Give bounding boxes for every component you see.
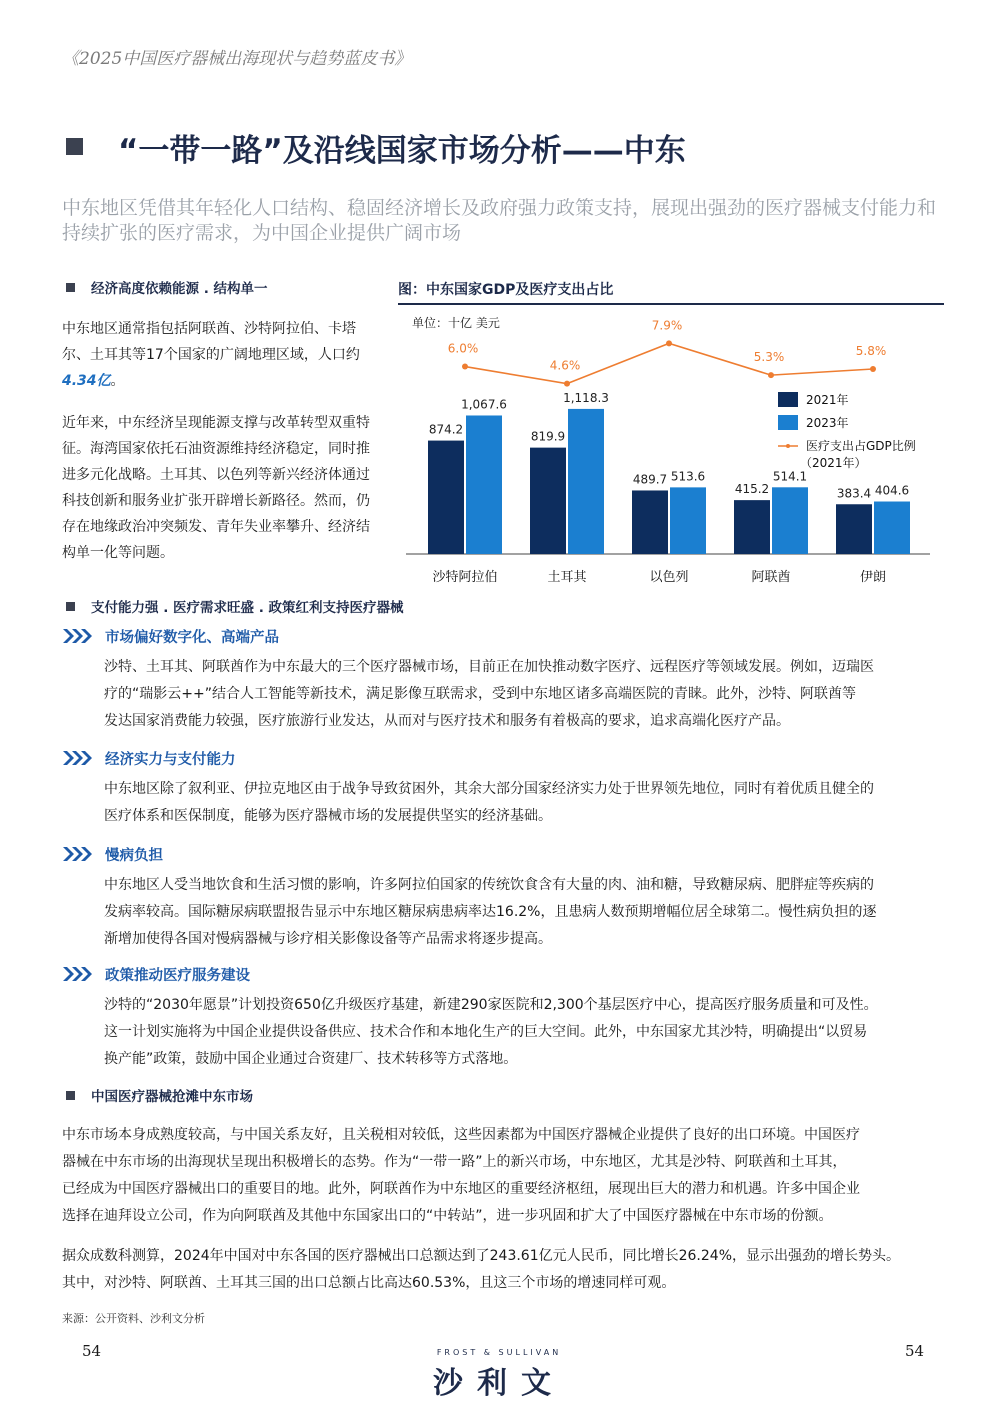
section1-paragraph2: 近年来，中东经济呈现能源支撑与改革转型双重特征。海湾国家依托石油资源维持经济稳定，同时推进多元化战略。土耳其、以色列等新兴经济体通过科技创新和服务业扩张开辟增长新路径。然而，仍存在地缘政治冲突频发、青年失业率攀升、经济结构单一化等问题。 — [62, 415, 370, 561]
subsection-text-line: 换产能”政策，鼓励中国企业通过合资建厂、技术转移等方式落地。 — [104, 1051, 518, 1067]
section3-p2-line: 据众成数科测算，2024年中国对中东各国的医疗器械出口总额达到了243.61亿元人民币，同比增长26.24%，显示出强劲的增长势头。 — [62, 1248, 900, 1264]
legend-label-2023: 2023年 — [806, 416, 849, 430]
triple-chevron-icon — [62, 846, 92, 866]
lead-paragraph: 中东地区凭借其年轻化人口结构、稳固经济增长及政府强力政策支持，展现出强劲的医疗器械支付能力和持续扩张的医疗需求，为中国企业提供广阔市场 — [62, 197, 937, 244]
line-point — [666, 340, 672, 346]
section3-heading — [66, 1085, 253, 1105]
subsection-text-line: 沙特、土耳其、阿联酋作为中东最大的三个医疗器械市场，目前正在加快推动数字医疗、远程医疗等领域发展。例如，迈瑞医 — [104, 659, 874, 675]
subsection-text-line: 中东地区人受当地饮食和生活习惯的影响，许多阿拉伯国家的传统饮食含有大量的肉、油和糖，导致糖尿病、肥胖症等疾病的 — [104, 877, 874, 893]
page-title: “一带一路”及沿线国家市场分析——中东 — [118, 133, 686, 169]
category-tick-label: 沙特阿拉伯 — [432, 570, 498, 585]
triple-chevron-icon — [62, 750, 92, 770]
bar — [428, 441, 464, 554]
legend-label-line-year: （2021年） — [800, 456, 867, 470]
subsection-text-line: 渐增加使得各国对慢病器械与诊疗相关影像设备等产品需求将逐步提高。 — [104, 931, 552, 947]
bar-value-label: 874.2 — [428, 422, 464, 437]
subsection-title: 市场偏好数字化、高端产品 — [105, 630, 279, 646]
line-value-label: 5.3% — [753, 350, 785, 365]
line-value-label: 6.0% — [447, 341, 479, 356]
section1-heading — [66, 277, 268, 297]
subsection-text-line: 疗的“瑞影云++”结合人工智能等新技术，满足影像互联需求，受到中东地区诸多高端医院的青睐。此外，沙特、阿联酋等 — [104, 686, 856, 702]
section3-p1-line: 选择在迪拜设立公司，作为向阿联酋及其他中东国家出口的“中转站”，进一步巩固和扩大了中国医疗器械在中东市场的份额。 — [62, 1208, 833, 1224]
line-value-label: 5.8% — [855, 344, 887, 358]
subsection-text-line: 这一计划实施将为中国企业提供设备供应、技术合作和本地化生产的巨大空间。此外，中东国家尤其沙特，明确提出“以贸易 — [104, 1024, 868, 1040]
legend-line-marker — [786, 444, 790, 448]
bar — [670, 487, 706, 554]
bar-value-label: 513.6 — [670, 469, 706, 484]
section1-p1-end: 。 — [110, 373, 125, 389]
section3-p2-line: 其中，对沙特、阿联酋、土耳其三国的出口总额占比高达60.53%，且这三个市场的增速同样可观。 — [62, 1275, 676, 1291]
source-note: 来源：公开资料、沙利文分析 — [62, 1312, 205, 1325]
bar-value-label: 404.6 — [874, 483, 910, 498]
subsection-title: 政策推动医疗服务建设 — [105, 968, 250, 984]
section3-heading-text: 中国医疗器械抢滩中东市场 — [91, 1089, 253, 1105]
bar — [466, 415, 502, 554]
subsection-title: 经济实力与支付能力 — [105, 752, 236, 768]
title-square-bullet — [66, 138, 83, 155]
section2-heading — [66, 596, 404, 616]
page-number-right: 54 — [905, 1342, 925, 1360]
subsection-title: 慢病负担 — [105, 848, 163, 864]
section3-p1-line: 已经成为中国医疗器械出口的重要目的地。此外，阿联酋作为中东地区的重要经济枢纽，展现出巨大的潜力和机遇。许多中国企业 — [62, 1181, 860, 1197]
gdp-bar-line-chart — [398, 306, 944, 596]
subsection-text-line: 沙特的“2030年愿景”计划投资650亿升级医疗基建，新建290家医院和2,300个基层医疗中心，提高医疗服务质量和可及性。 — [104, 997, 878, 1013]
bar-value-label: 514.1 — [772, 469, 808, 484]
bar-value-label: 383.4 — [836, 486, 872, 501]
bar — [734, 500, 770, 554]
page-number-left: 54 — [82, 1342, 102, 1360]
bar-value-label: 1,067.6 — [461, 397, 507, 412]
section3-p1-line: 器械在中东市场的出海现状呈现出积极增长的态势。作为“一带一路”上的新兴市场，中东地区，尤其是沙特、阿联酋和土耳其， — [62, 1154, 847, 1170]
square-bullet-icon — [66, 283, 75, 292]
chart-unit: 单位：十亿 美元 — [412, 316, 500, 330]
bar — [836, 504, 872, 554]
subsection-text-line: 发达国家消费能力较强，医疗旅游行业发达，从而对与医疗技术和服务有着极高的要求，追求高端化医疗产品。 — [104, 713, 790, 729]
section1-p1-text: 中东地区通常指包括阿联酋、沙特阿拉伯、卡塔尔、土耳其等17个国家的广阔地理区域，人口约 — [62, 321, 360, 363]
subsection-text-line: 医疗体系和医保制度，能够为医疗器械市场的发展提供坚实的经济基础。 — [104, 808, 552, 824]
line-value-label: 4.6% — [549, 358, 581, 373]
square-bullet-icon — [66, 602, 75, 611]
bar-value-label: 415.2 — [734, 482, 770, 497]
category-tick-label: 伊朗 — [859, 570, 887, 585]
category-tick-label: 阿联酋 — [751, 570, 791, 585]
bar-value-label: 1,118.3 — [563, 390, 609, 405]
section1-heading-text: 经济高度依赖能源 . 结构单一 — [91, 281, 268, 297]
triple-chevron-icon — [62, 628, 92, 648]
figure-title-rule — [398, 303, 944, 305]
line-point — [564, 381, 570, 387]
category-tick-label: 以色列 — [649, 570, 689, 585]
health-spending-line — [465, 343, 873, 383]
bar — [772, 487, 808, 554]
bar-value-label: 489.7 — [632, 472, 668, 487]
document-title: 《2025中国医疗器械出海现状与趋势蓝皮书》 — [62, 49, 412, 69]
line-point — [462, 364, 468, 370]
section1-paragraph1 — [62, 316, 382, 394]
population-highlight: 4.34亿 — [62, 373, 111, 389]
section2-heading-text: 支付能力强 . 医疗需求旺盛 . 政策红利支持医疗器械 — [91, 600, 404, 616]
subsection-text-line: 发病率较高。国际糖尿病联盟报告显示中东地区糖尿病患病率达16.2%，且患病人数预期增幅位居全球第二。慢性病负担的逐 — [104, 904, 877, 920]
bar — [530, 448, 566, 554]
figure-title: 图：中东国家GDP及医疗支出占比 — [398, 282, 614, 298]
subsection-text-line: 中东地区除了叙利亚、伊拉克地区由于战争导致贫困外，其余大部分国家经济实力处于世界领先地位，同时有着优质且健全的 — [104, 781, 874, 797]
line-point — [870, 366, 876, 372]
line-value-label: 7.9% — [651, 318, 683, 333]
legend-swatch-2023 — [778, 415, 798, 430]
logo-shaliwen: 沙利文 — [433, 1366, 565, 1401]
logo-frost-sullivan: FROST & SULLIVAN — [436, 1348, 562, 1357]
bar — [874, 502, 910, 554]
section3-p1-line: 中东市场本身成熟度较高，与中国关系友好，且关税相对较低，这些因素都为中国医疗器械企业提供了良好的出口环境。中国医疗 — [62, 1127, 860, 1143]
category-tick-label: 土耳其 — [547, 570, 587, 585]
legend-label-line: 医疗支出占GDP比例 — [806, 439, 916, 453]
bar-value-label: 819.9 — [530, 429, 566, 444]
bar — [568, 409, 604, 554]
legend-swatch-2021 — [778, 392, 798, 407]
bar — [632, 490, 668, 554]
legend-label-2021: 2021年 — [806, 393, 849, 407]
square-bullet-icon — [66, 1091, 75, 1100]
line-point — [768, 372, 774, 378]
triple-chevron-icon — [62, 966, 92, 986]
